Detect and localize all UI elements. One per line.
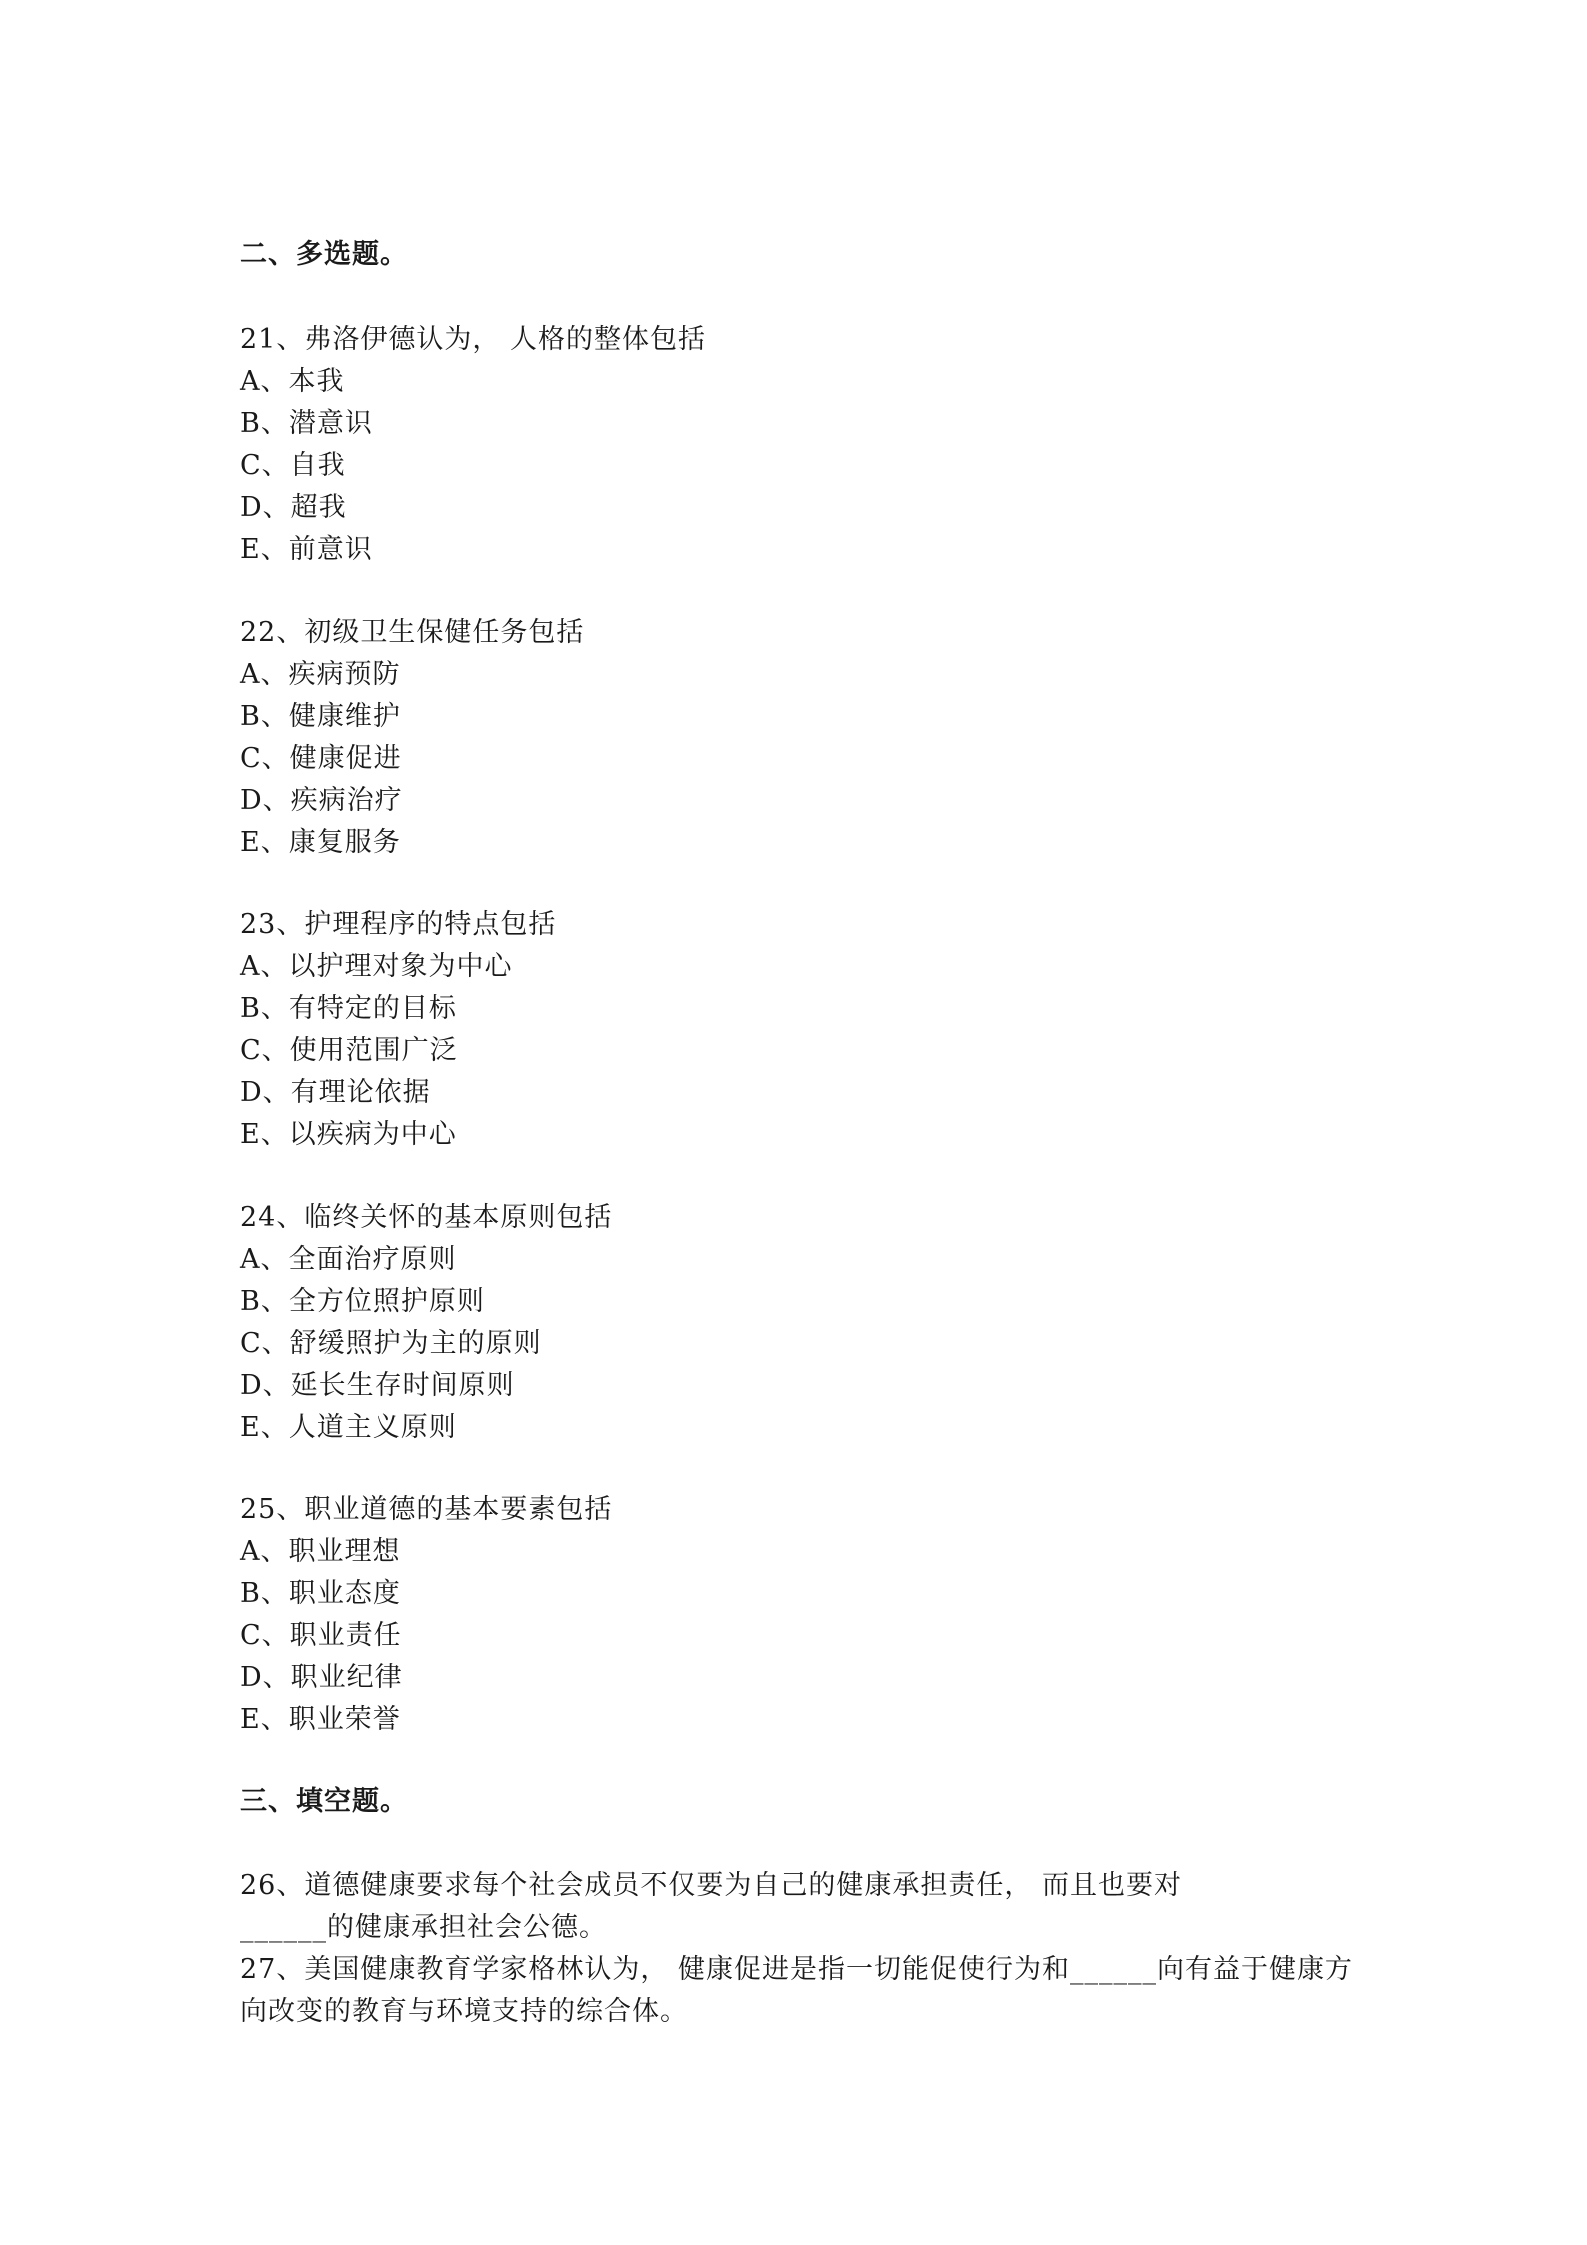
option-d: D、疾病治疗 [240,785,403,816]
option-e: E、康复服务 [240,827,401,858]
option-e: E、以疾病为中心 [240,1119,457,1150]
option-a: A、疾病预防 [240,659,401,690]
option-a: A、本我 [240,366,345,397]
option-b: B、健康维护 [240,701,401,732]
option-b: B、潜意识 [240,408,373,439]
question-stem: 25、职业道德的基本要素包括 [240,1494,613,1525]
option-b: B、职业态度 [240,1578,401,1609]
option-b: B、有特定的目标 [240,993,457,1024]
option-c: C、使用范围广泛 [240,1035,458,1066]
section-title-fill-in-blank: 三、填空题。 [240,1786,408,1817]
option-c: C、职业责任 [240,1620,402,1651]
question-text-line-2: ______的健康承担社会公德。 [240,1912,607,1943]
option-b: B、全方位照护原则 [240,1286,485,1317]
question-text-line-1: 27、美国健康教育学家格林认为， 健康促进是指一切能促使行为和______向有益于健康方 [240,1954,1353,1985]
option-a: A、以护理对象为中心 [240,951,513,982]
question-text-line-2: 向改变的教育与环境支持的综合体。 [240,1996,688,2027]
option-e: E、职业荣誉 [240,1704,401,1735]
question-stem: 22、初级卫生保健任务包括 [240,617,585,648]
option-d: D、职业纪律 [240,1662,403,1693]
option-d: D、延长生存时间原则 [240,1370,515,1401]
option-d: D、超我 [240,492,347,523]
option-a: A、全面治疗原则 [240,1244,457,1275]
option-c: C、健康促进 [240,743,402,774]
option-c: C、舒缓照护为主的原则 [240,1328,542,1359]
option-e: E、人道主义原则 [240,1412,457,1443]
section-title-multiple-choice: 二、多选题。 [240,239,408,270]
option-a: A、职业理想 [240,1536,401,1567]
option-d: D、有理论依据 [240,1077,431,1108]
option-c: C、自我 [240,450,346,481]
option-e: E、前意识 [240,534,373,565]
question-stem: 24、临终关怀的基本原则包括 [240,1202,613,1233]
question-stem: 23、护理程序的特点包括 [240,909,557,940]
question-text-line-1: 26、道德健康要求每个社会成员不仅要为自己的健康承担责任， 而且也要对 [240,1870,1182,1901]
question-stem: 21、弗洛伊德认为， 人格的整体包括 [240,324,706,355]
